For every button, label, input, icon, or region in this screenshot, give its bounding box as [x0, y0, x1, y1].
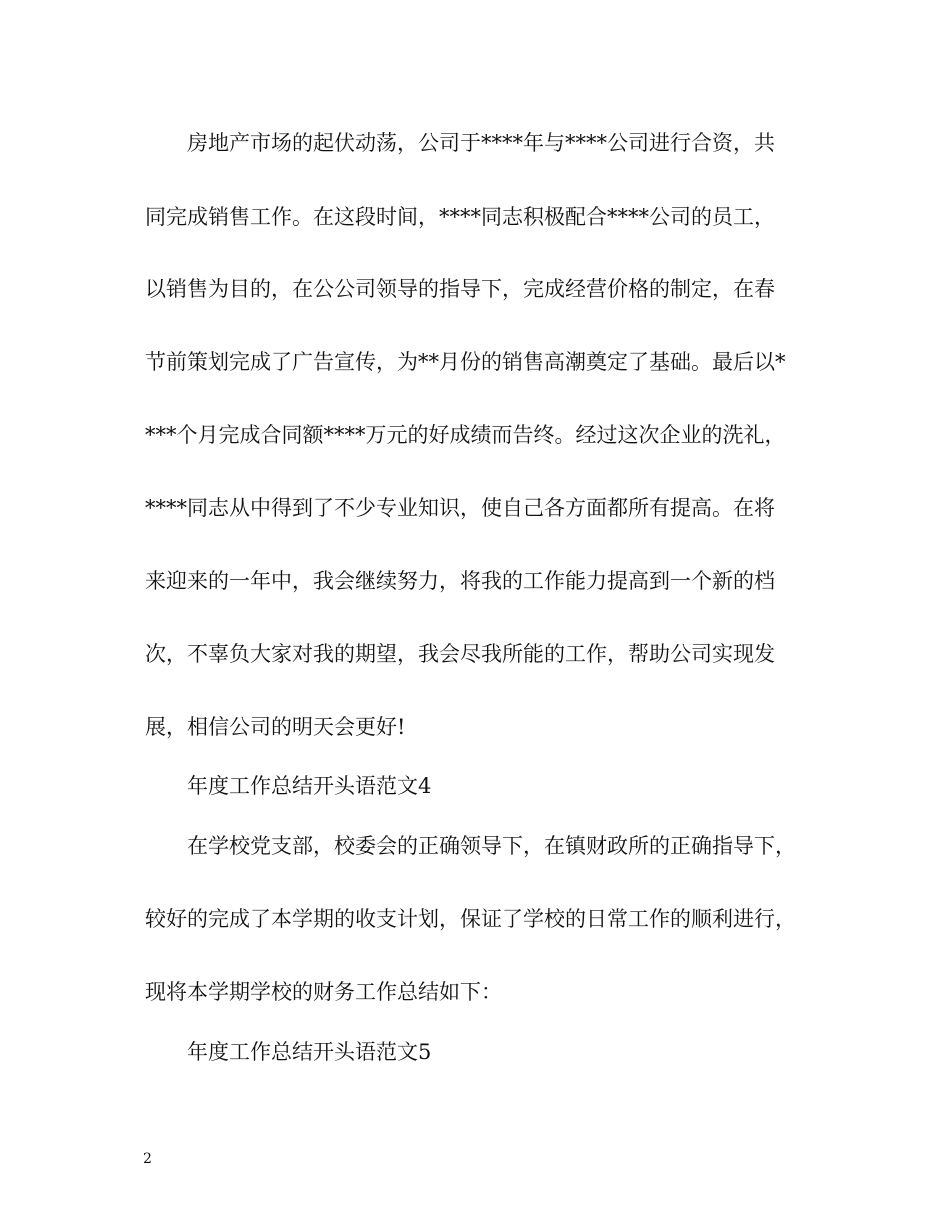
paragraph-line: ***个月完成合同额****万元的好成绩而告终。经过这次企业的洗礼，: [145, 423, 786, 447]
paragraph-line: 房地产市场的起伏动荡，公司于****年与****公司进行合资，共: [187, 131, 775, 155]
paragraph-line: 较好的完成了本学期的收支计划，保证了学校的日常工作的顺利进行，: [145, 907, 796, 931]
paragraph-line: 来迎来的一年中，我会继续努力，将我的工作能力提高到一个新的档: [145, 569, 775, 593]
paragraph-line: 节前策划完成了广告宣传，为**月份的销售高潮奠定了基础。最后以*: [145, 350, 786, 374]
page-number: 2: [143, 1151, 152, 1167]
paragraph-line: 在学校党支部，校委会的正确领导下，在镇财政所的正确指导下，: [187, 834, 796, 858]
paragraph-line: 展，相信公司的明天会更好!: [145, 715, 406, 739]
paragraph-line: 现将本学期学校的财务工作总结如下：: [145, 980, 502, 1004]
paragraph-line: 以销售为目的，在公公司领导的指导下，完成经营价格的制定，在春: [145, 277, 775, 301]
section-heading-5: 年度工作总结开头语范文5: [187, 1040, 432, 1064]
paragraph-line: ****同志从中得到了不少专业知识，使自己各方面都所有提高。在将: [145, 496, 775, 520]
paragraph-line: 同完成销售工作。在这段时间，****同志积极配合****公司的员工，: [145, 205, 775, 229]
section-heading-4: 年度工作总结开头语范文4: [187, 774, 432, 798]
paragraph-line: 次，不辜负大家对我的期望，我会尽我所能的工作，帮助公司实现发: [145, 642, 775, 666]
